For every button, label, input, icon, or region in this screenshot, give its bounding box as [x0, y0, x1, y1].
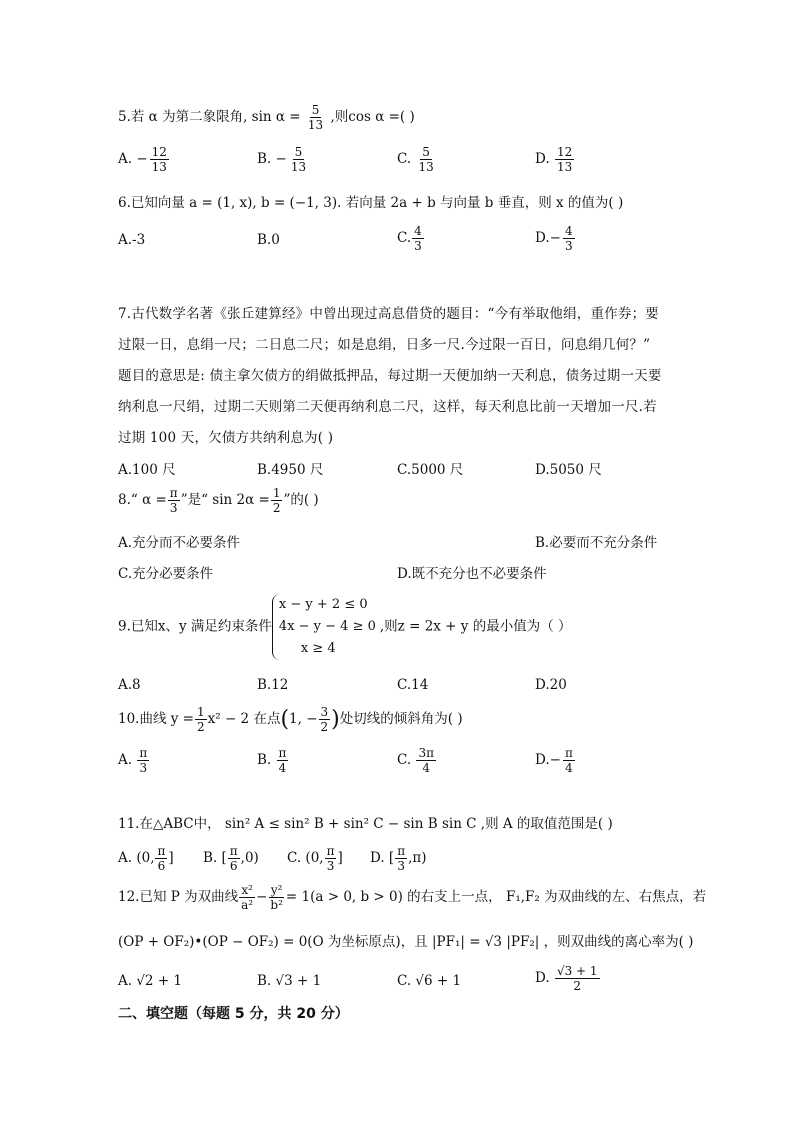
q12-stem: [118, 884, 706, 911]
q7-line-5: 过期 100 天，欠债方共纳利息为( ): [118, 430, 334, 446]
option-den: 4: [422, 761, 431, 775]
q10-paren-close: ): [331, 707, 340, 732]
q6-option-c[interactable]: [397, 225, 425, 252]
option-num: 4: [414, 224, 422, 238]
section-heading: 二、填空题（每题 5 分，共 20 分）: [118, 1006, 349, 1022]
q8-fraction-1: [168, 487, 180, 514]
option-num: 12: [556, 145, 573, 159]
q12-text-b: = 1(a > 0, b > 0) 的右支上一点， F₁,F₂ 为双曲线的左、右焦点，若: [285, 889, 707, 905]
q8-stem: [118, 487, 319, 514]
option-label: B.: [257, 151, 272, 167]
option-num: π: [278, 746, 287, 760]
q9-stem: [118, 594, 572, 660]
option-post: ]: [337, 850, 343, 866]
option-den: 6: [157, 859, 166, 873]
q7-option-c[interactable]: C.5000 尺: [397, 462, 464, 478]
q10-fraction: [195, 706, 207, 733]
option-fraction: [137, 747, 149, 774]
option-fraction: [395, 845, 407, 872]
option-den: 3: [326, 859, 335, 873]
option-num: π: [397, 844, 406, 858]
q12-den1: a²: [241, 898, 254, 912]
option-fraction: [416, 146, 435, 173]
q11-option-b[interactable]: [203, 845, 259, 872]
q5-text-c: ,则cos α =( ): [330, 109, 415, 125]
q8-option-b[interactable]: B.必要而不充分条件: [535, 535, 658, 551]
option-post: ,0): [240, 850, 259, 866]
q5-option-c[interactable]: [397, 146, 437, 173]
option-post: ,π): [408, 850, 427, 866]
option-den: 4: [565, 761, 573, 775]
q10-text-a: 10.曲线 y =: [118, 711, 194, 727]
q12-den2: b²: [270, 898, 283, 912]
option-fraction: [155, 845, 167, 872]
option-den: 3: [414, 239, 422, 253]
option-den: 13: [418, 160, 434, 174]
q7-line-1: 7.古代数学名著《张丘建算经》中曾出现过高息借贷的题目：“今有举取他绢，重作券；要: [118, 306, 659, 322]
q12-num1: x²: [241, 883, 253, 897]
option-fraction: [289, 146, 308, 173]
q6-option-d[interactable]: [535, 225, 576, 252]
q12-num2: y²: [270, 883, 283, 897]
q7-line-2: 过限一日，息绢一尺；二日息二尺；如是息绢，日多一尺.今过限一百日，问息绢几何？”: [118, 337, 651, 353]
q10-den: 2: [197, 720, 205, 734]
q8-num1: π: [169, 486, 178, 500]
option-label: C.: [397, 151, 412, 167]
option-label: C.: [397, 230, 412, 246]
q5-den: 13: [307, 118, 324, 132]
q9-option-d[interactable]: D.20: [535, 677, 567, 693]
q10-text-b: x² − 2 在点: [207, 711, 281, 727]
option-pre: A. (0,: [118, 850, 155, 866]
option-fraction: [555, 146, 574, 173]
option-sign: −: [136, 151, 148, 167]
option-fraction: [325, 845, 337, 872]
option-label: D.: [535, 970, 550, 986]
option-num: π: [564, 746, 573, 760]
q5-fraction: [306, 104, 325, 131]
q12-text-a: 12.已知 P 为双曲线: [118, 889, 239, 905]
q8-den1: 3: [169, 501, 178, 515]
option-num: 4: [564, 224, 573, 238]
q12-minus: −: [256, 889, 268, 905]
q5-text-a: 5.若 α 为第二象限角,: [118, 109, 248, 125]
q5-option-a[interactable]: [118, 146, 170, 173]
option-num: π: [326, 844, 335, 858]
option-label: B.: [257, 752, 272, 768]
q11-option-a[interactable]: [118, 845, 174, 872]
q9-constraint-1: x − y + 2 ≤ 0: [278, 597, 368, 612]
q5-num: 5: [311, 103, 320, 117]
q10-option-d[interactable]: [535, 747, 576, 774]
q8-text-b: ”是“ sin 2α =: [180, 492, 270, 508]
option-fraction: [412, 225, 424, 252]
q5-stem: [118, 104, 415, 131]
q7-option-a[interactable]: A.100 尺: [118, 462, 176, 478]
option-num: 12: [151, 145, 167, 159]
q10-point-den: 2: [320, 720, 329, 734]
option-num: π: [139, 746, 148, 760]
q12-option-c[interactable]: C. √6 + 1: [397, 973, 462, 989]
q12-fraction-x: [239, 884, 255, 911]
q12-fraction-y: [268, 884, 285, 911]
q8-text-a: 8.“ α =: [118, 492, 167, 508]
q5-option-d[interactable]: [535, 146, 575, 173]
q10-option-b[interactable]: [257, 747, 289, 774]
option-num: π: [157, 844, 166, 858]
q11-option-c[interactable]: [287, 845, 343, 872]
option-num: π: [229, 844, 238, 858]
q10-option-c[interactable]: [397, 747, 437, 774]
q11-option-d[interactable]: [370, 845, 427, 872]
option-den: 13: [556, 160, 573, 174]
option-label: D.: [535, 151, 550, 167]
q9-option-b[interactable]: B.12: [257, 677, 289, 693]
q8-option-a[interactable]: A.充分而不必要条件: [118, 535, 241, 551]
q10-option-a[interactable]: [118, 747, 150, 774]
option-sign: −: [549, 752, 561, 768]
q12-option-a[interactable]: A. √2 + 1: [118, 973, 183, 989]
option-pre: D. [: [370, 850, 395, 866]
option-den: 6: [229, 859, 238, 873]
option-fraction: [563, 225, 575, 252]
option-label: A.: [118, 151, 133, 167]
q9-constraint-system: [272, 594, 380, 660]
q8-fraction-2: [271, 487, 283, 514]
q8-num2: 1: [272, 486, 281, 500]
option-den: 13: [290, 160, 307, 174]
option-den: 4: [278, 761, 287, 775]
q9-text-b: ,则z = 2x + y 的最小值为（ ）: [379, 618, 572, 635]
option-num: 3π: [418, 746, 434, 760]
option-den: 3: [139, 761, 148, 775]
q6-option-b[interactable]: B.0: [257, 232, 280, 248]
q10-stem: [118, 706, 463, 733]
option-fraction: [563, 747, 575, 774]
option-label: C.: [397, 752, 412, 768]
q10-point-num: 3: [320, 705, 329, 719]
option-den: 2: [573, 979, 582, 993]
option-pre: B. [: [203, 850, 227, 866]
q10-point-fraction: [319, 706, 331, 733]
q6-option-a[interactable]: A.-3: [118, 232, 146, 248]
option-den: 13: [151, 160, 167, 174]
q6-stem: 6.已知向量 a = (1, x), b = (−1, 3). 若向量 2a + b 与向量 b 垂直，则 x 的值为( ): [118, 195, 624, 211]
option-den: 3: [564, 239, 573, 253]
option-pre: C. (0,: [287, 850, 324, 866]
q7-option-b[interactable]: B.4950 尺: [257, 462, 324, 478]
q7-option-d[interactable]: D.5050 尺: [535, 462, 602, 478]
q10-text-c: 处切线的倾斜角为( ): [339, 711, 463, 727]
q9-text-a: 9.已知x、y 满足约束条件: [118, 618, 272, 635]
option-num: 5: [294, 145, 303, 159]
option-num: √3 + 1: [556, 964, 598, 978]
q11-stem: 11.在△ABC中， sin² A ≤ sin² B + sin² C − sin B sin C ,则 A 的取值范围是( ): [118, 816, 613, 832]
q8-option-d[interactable]: D.既不充分也不必要条件: [397, 566, 547, 582]
q10-point: 1, −: [289, 711, 318, 727]
q12-option-b[interactable]: B. √3 + 1: [257, 973, 322, 989]
q9-option-c[interactable]: C.14: [397, 677, 429, 693]
q5-option-b[interactable]: [257, 146, 309, 173]
q12-option-d[interactable]: [535, 965, 601, 992]
option-num: 5: [422, 145, 430, 159]
option-sign: −: [275, 151, 287, 167]
q5-text-b: sin α =: [251, 109, 301, 125]
option-label: D.: [535, 752, 550, 768]
q9-constraint-3: x ≥ 4: [300, 641, 336, 656]
q10-num: 1: [197, 705, 205, 719]
q12-line-2: (OP + OF₂)•(OP − OF₂) = 0(O 为坐标原点)，且 |PF₁| = √3 |PF₂| ，则双曲线的离心率为( ): [118, 934, 694, 950]
q7-line-4: 纳利息一尺绢，过期二天则第二天便再纳利息二尺，这样，每天利息比前一天增加一尺.若: [118, 399, 657, 415]
option-post: ]: [168, 850, 174, 866]
option-fraction: [555, 965, 600, 992]
option-fraction: [277, 747, 289, 774]
q8-text-c: ”的( ): [283, 492, 319, 508]
option-fraction: [228, 845, 240, 872]
q8-option-c[interactable]: C.充分必要条件: [118, 566, 214, 582]
q8-den2: 2: [272, 501, 281, 515]
q9-option-a[interactable]: A.8: [118, 677, 141, 693]
option-sign: −: [549, 230, 561, 246]
q9-constraint-2: 4x − y − 4 ≥ 0: [278, 619, 376, 634]
q7-line-3: 题目的意思是: 债主拿欠债方的绢做抵押品，每过期一天便加纳一天利息，债务过期一天要: [118, 368, 662, 384]
q10-paren-open: (: [280, 707, 290, 732]
option-label: A.: [118, 752, 133, 768]
option-fraction: [416, 747, 436, 774]
option-label: D.: [535, 230, 550, 246]
option-den: 3: [397, 859, 405, 873]
option-fraction: [150, 146, 169, 173]
